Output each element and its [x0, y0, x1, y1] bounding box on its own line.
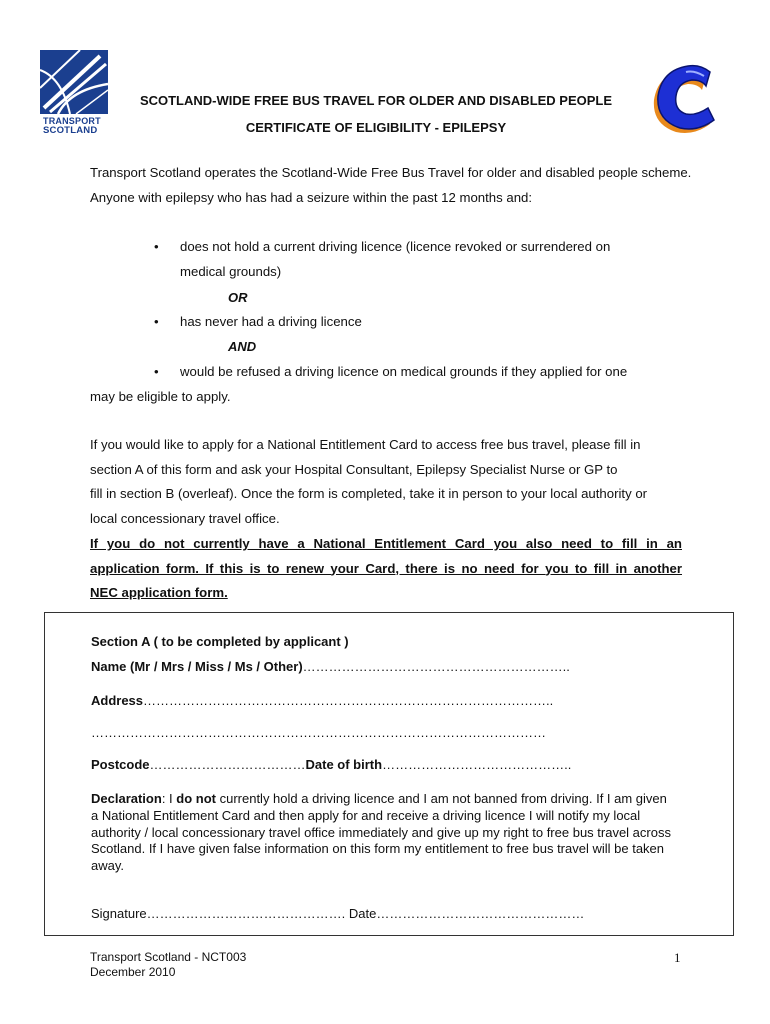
dob-input-dots[interactable]: …………………………………….. [382, 757, 572, 772]
nec-note-line: NEC application form. [90, 585, 228, 600]
page-title: SCOTLAND-WIDE FREE BUS TRAVEL FOR OLDER AND DISABLED PEOPLE [139, 93, 613, 108]
name-label: Name (Mr / Mrs / Miss / Ms / Other) [91, 659, 303, 674]
section-a-form [44, 612, 734, 936]
footer-doc-ref: Transport Scotland - NCT003 [90, 950, 247, 964]
signature-date-row [91, 906, 584, 921]
bullet-marker: • [154, 239, 159, 254]
name-input-dots[interactable]: …………………………………………………….. [302, 659, 570, 674]
intro-line: Transport Scotland operates the Scotland-Wide Free Bus Travel for older and disabled people scheme. [90, 165, 692, 180]
nec-note-line: application form. If this is to renew your Card, there is no need for you to fill in another [90, 560, 682, 576]
page-number: 1 [674, 950, 681, 965]
bullet-item-1 [180, 235, 680, 284]
address-line-2[interactable]: …………………………………………………………………………………………… [91, 725, 546, 740]
or-connector: OR [228, 290, 248, 305]
bullet-marker: • [154, 364, 159, 379]
page-subtitle: CERTIFICATE OF ELIGIBILITY - EPILEPSY [245, 120, 507, 135]
declaration-do-not: do not [176, 791, 216, 806]
declaration-colon: : I [161, 791, 177, 806]
intro-paragraph [90, 161, 730, 210]
date-label: Date [345, 906, 377, 921]
postcode-input-dots[interactable]: ……………………………… [149, 757, 306, 772]
postcode-label: Postcode [91, 757, 150, 772]
footer-date: December 2010 [90, 965, 176, 979]
declaration-text [91, 791, 671, 875]
intro-line: Anyone with epilepsy who has had a seizure within the past 12 months and: [90, 189, 533, 205]
eligibility-line: may be eligible to apply. [90, 389, 231, 404]
apply-paragraph [90, 433, 730, 531]
address-label: Address [91, 693, 144, 708]
date-input-dots[interactable]: ………………………………………… [376, 906, 585, 921]
apply-line: fill in section B (overleaf). Once the form is completed, take it in person to your local authority or [90, 486, 648, 501]
logo-text-scotland: SCOTLAND [43, 125, 98, 136]
bullet-item-3: would be refused a driving licence on medical grounds if they applied for one [180, 364, 628, 379]
footer [90, 950, 246, 980]
section-a-heading: Section A ( to be completed by applicant ) [91, 634, 349, 649]
signature-label: Signature [91, 906, 147, 921]
logo-text-transport: TRANSPORT [43, 116, 101, 126]
declaration-label: Declaration [91, 791, 162, 806]
nec-application-note [90, 532, 682, 606]
bullet-text: does not hold a current driving licence (licence revoked or surrendered on [180, 239, 611, 254]
bullet-item-2: has never had a driving licence [180, 314, 362, 329]
and-connector: AND [228, 339, 257, 354]
address-field[interactable] [91, 693, 553, 708]
signature-input-dots[interactable]: ………………………………………. [146, 906, 346, 921]
declaration-body: currently hold a driving licence and I am not banned from driving. If I am given a National Entitlement Card and then apply for and receive a driving licence I will notify my local authority / local concessionary travel office immediately and give up my right to free bus travel across Scotland. If I have given false information on this form my entitlement to free bus travel will be taken away. [91, 791, 671, 874]
address-input-dots[interactable]: ………………………………………………………………………………….. [143, 693, 554, 708]
dob-label: Date of birth [305, 757, 383, 772]
name-field[interactable] [91, 659, 570, 674]
apply-line: local concessionary travel office. [90, 510, 280, 526]
bullet-text: medical grounds) [180, 263, 282, 279]
apply-line: section A of this form and ask your Hospital Consultant, Epilepsy Specialist Nurse or GP to [90, 461, 618, 477]
nec-note-line: If you do not currently have a National Entitlement Card you also need to fill in an [90, 536, 682, 551]
postcode-dob-row [91, 757, 571, 772]
apply-line: If you would like to apply for a National Entitlement Card to access free bus travel, please fill in [90, 437, 641, 452]
bullet-marker: • [154, 314, 159, 329]
